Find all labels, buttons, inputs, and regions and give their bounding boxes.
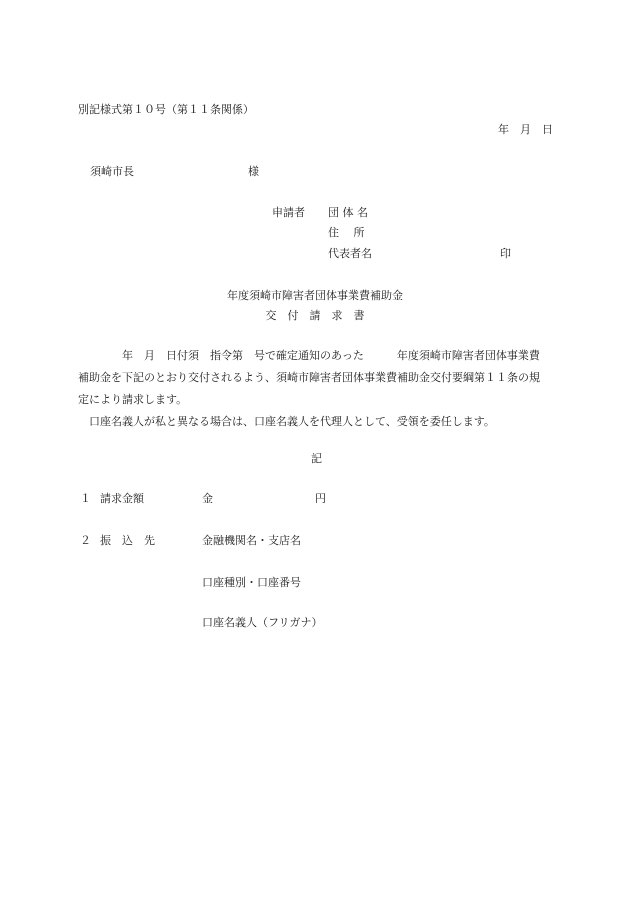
amount-prefix: 金 [202,492,213,505]
body-line-4: 口座名義人が私と異なる場合は、口座名義人を代理人として、受領を委任します。 [78,415,495,428]
body-line-1: 年 月 日付須 指令第 号で確定通知のあった 年度須崎市障害者団体事業費 [78,349,540,362]
applicant-label: 申請者 [272,206,305,219]
ki-heading: 記 [311,452,322,465]
representative-label: 代表者名 [328,247,372,260]
body-line-3: 定により請求します。 [78,393,188,406]
item1-number: １ [80,492,91,505]
item2-number: ２ [80,534,91,547]
account-type-label: 口座種別・口座番号 [202,576,301,589]
mayor-addressee: 須崎市長 [90,165,134,178]
address-label: 住 所 [328,226,365,239]
honorific: 様 [248,165,259,178]
body-paragraph [78,345,548,433]
item1-label: 請求金額 [100,492,144,505]
item2-label: 振 込 先 [100,534,155,547]
body-line-2: 補助金を下記のとおり交付されるよう、須崎市障害者団体事業費補助金交付要綱第１１条の規 [78,371,540,384]
group-name-label: 団 体 名 [328,206,368,219]
amount-unit: 円 [315,492,326,505]
form-number: 別記様式第１０号（第１１条関係） [78,103,254,116]
seal-mark: 印 [500,247,511,260]
document-title-line2: 交 付 請 求 書 [265,309,365,322]
document-title-line1: 年度須崎市障害者団体事業費補助金 [227,289,403,302]
bank-name-label: 金融機関名・支店名 [202,534,301,547]
date-label: 年 月 日 [498,123,553,136]
account-holder-label: 口座名義人（フリガナ） [202,616,323,629]
